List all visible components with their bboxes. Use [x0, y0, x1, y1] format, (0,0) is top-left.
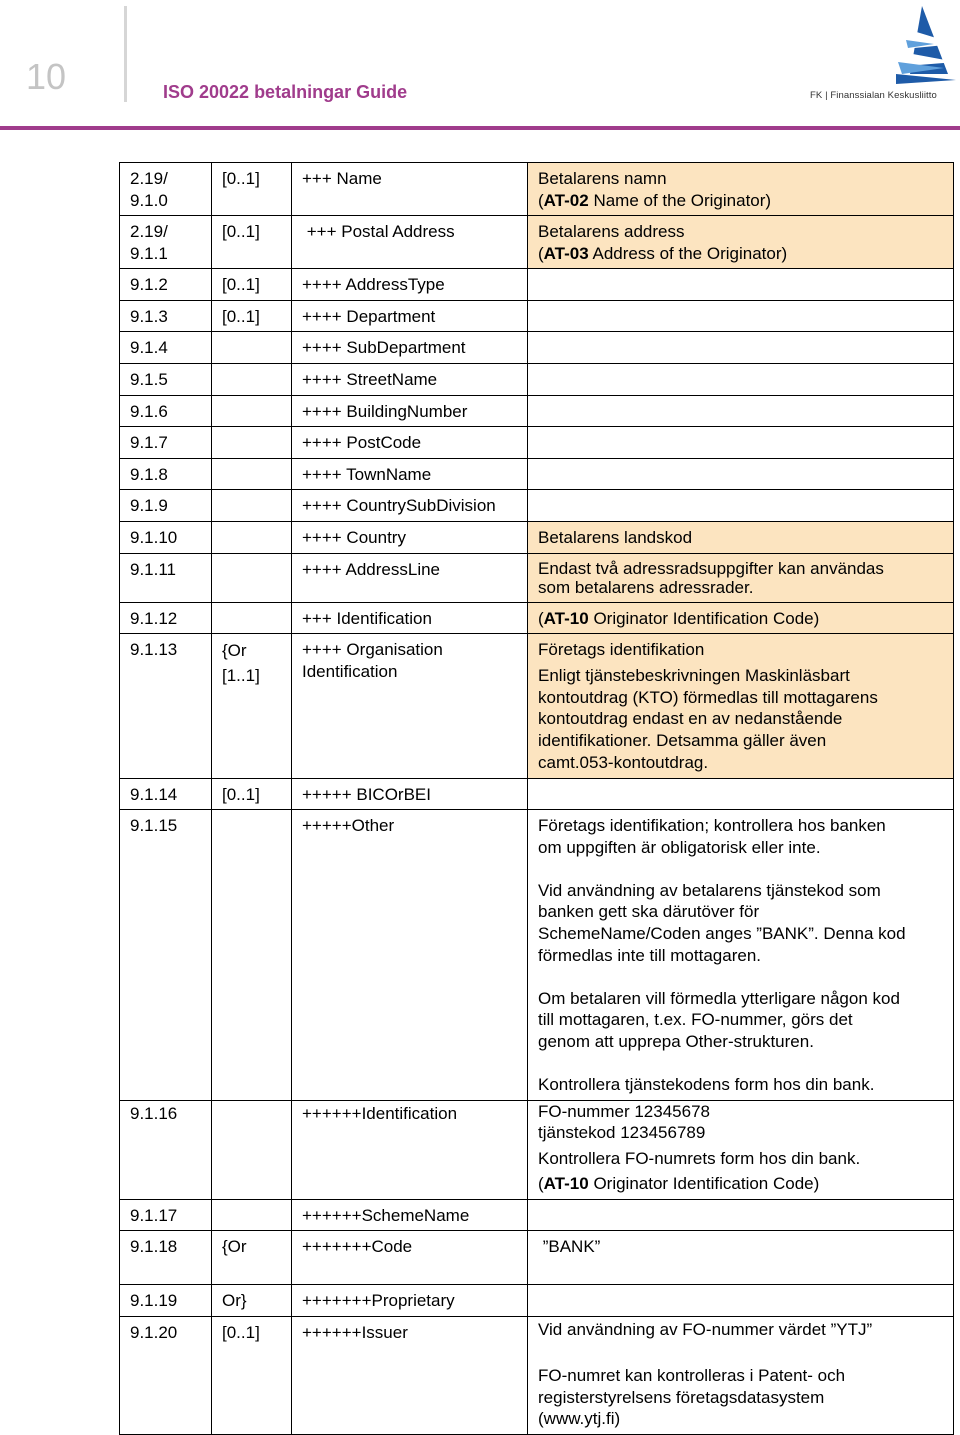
description-text: Företags identifikation; kontrollera hos banken om uppgiften är obligatorisk eller inte. [538, 816, 886, 857]
multiplicity: [0..1] [212, 1317, 292, 1435]
element-name: ++++ SubDepartment [292, 332, 528, 364]
element-id: 9.1.12 [120, 602, 212, 634]
table-row [120, 553, 954, 602]
element-name: ++++ BuildingNumber [292, 395, 528, 427]
multiplicity [212, 810, 292, 1101]
element-id: 9.1.13 [120, 634, 212, 778]
multiplicity [212, 395, 292, 427]
element-id: 2.19/ 9.1.0 [120, 163, 212, 216]
description-ref: (AT-10 Originator Identification Code) [538, 1174, 820, 1194]
description [528, 778, 954, 810]
description-text: Vid användning av FO-nummer värdet ”YTJ” [538, 1320, 873, 1340]
table-row [120, 1199, 954, 1231]
element-id: 9.1.4 [120, 332, 212, 364]
element-id: 9.1.19 [120, 1285, 212, 1317]
element-name: +++ Name [292, 163, 528, 216]
multiplicity [212, 1199, 292, 1231]
element-id: 9.1.3 [120, 300, 212, 332]
element-id: 9.1.18 [120, 1231, 212, 1285]
element-id: 2.19/ 9.1.1 [120, 216, 212, 269]
description: (AT-10 Originator Identification Code) [528, 602, 954, 634]
description-ref: (AT-02 Name of the Originator) [538, 190, 772, 210]
multiplicity [212, 490, 292, 522]
table-row [120, 521, 954, 553]
table-row [120, 602, 954, 634]
table-row [120, 810, 954, 1101]
description [528, 163, 954, 216]
multiplicity [212, 602, 292, 634]
table-row [120, 1100, 954, 1199]
description: Betalarens landskod [528, 521, 954, 553]
multiplicity [212, 332, 292, 364]
table-row [120, 163, 954, 216]
description-text: FO-numret kan kontrolleras i Patent- och registerstyrelsens företagsdatasystem (www.ytj.fi) [538, 1365, 846, 1429]
table-row [120, 300, 954, 332]
ref-text: Name of the Originator) [588, 190, 772, 210]
description-ref: (AT-03 Address of the Originator) [538, 243, 788, 263]
table-row [120, 332, 954, 364]
table-row [120, 427, 954, 459]
description [528, 300, 954, 332]
header-rule [0, 126, 960, 130]
element-id: 9.1.7 [120, 427, 212, 459]
element-name: ++++ StreetName [292, 364, 528, 396]
description-text: Kontrollera tjänstekodens form hos din bank. [538, 1074, 875, 1094]
ref-text: Address of the Originator) [588, 243, 788, 263]
multiplicity: {Or [1..1] [212, 634, 292, 778]
ref-code: AT-02 [543, 190, 589, 210]
element-name: +++++++Code [292, 1231, 528, 1285]
description-text: Kontrollera FO-numrets form hos din bank. [538, 1148, 861, 1168]
multiplicity [212, 364, 292, 396]
table-row [120, 490, 954, 522]
payment-spec-table [119, 162, 954, 1435]
multiplicity: [0..1] [212, 163, 292, 216]
header-divider [124, 6, 127, 102]
element-name: ++++ Organisation Identification [292, 634, 528, 778]
page-header [0, 0, 960, 130]
description [528, 427, 954, 459]
element-name: ++++ CountrySubDivision [292, 490, 528, 522]
element-id: 9.1.5 [120, 364, 212, 396]
table-row [120, 1285, 954, 1317]
description [528, 332, 954, 364]
element-id: 9.1.16 [120, 1100, 212, 1199]
multiplicity: [0..1] [212, 269, 292, 301]
table-row [120, 1231, 954, 1285]
description [528, 269, 954, 301]
element-id: 9.1.11 [120, 553, 212, 602]
element-name: +++++Other [292, 810, 528, 1101]
description-text: Betalarens address [538, 222, 685, 242]
element-id: 9.1.15 [120, 810, 212, 1101]
multiplicity [212, 553, 292, 602]
table-row [120, 778, 954, 810]
description: Endast två adressradsuppgifter kan användas som betalarens adressrader. [528, 553, 954, 602]
ref-code: AT-10 [543, 608, 589, 628]
multiplicity: [0..1] [212, 216, 292, 269]
element-name: ++++ AddressType [292, 269, 528, 301]
multiplicity: {Or [212, 1231, 292, 1285]
table-row [120, 458, 954, 490]
table-row [120, 395, 954, 427]
multiplicity [212, 1100, 292, 1199]
element-name: ++++ Department [292, 300, 528, 332]
table-row [120, 269, 954, 301]
element-name: +++ Identification [292, 602, 528, 634]
table-row [120, 1317, 954, 1435]
fk-logo [810, 4, 956, 104]
ref-code: AT-03 [543, 243, 589, 263]
description [528, 810, 954, 1101]
multiplicity [212, 458, 292, 490]
page-number: 10 [26, 56, 67, 97]
element-name: ++++ Country [292, 521, 528, 553]
ref-text: Originator Identification Code) [588, 1174, 820, 1194]
description-text: Företags identifikation [538, 640, 705, 660]
table-row [120, 634, 954, 778]
element-name: +++ Postal Address [292, 216, 528, 269]
multiplicity [212, 427, 292, 459]
element-name: ++++ AddressLine [292, 553, 528, 602]
table-row [120, 364, 954, 396]
description-text: Enligt tjänstebeskrivningen Maskinläsbart kontoutdrag (KTO) förmedlas till mottagarens kontoutdrag endast en av nedanstående identifikationer. Detsamma gäller även camt.053-kontoutdrag. [538, 665, 878, 772]
multiplicity [212, 521, 292, 553]
description [528, 458, 954, 490]
ref-text: Originator Identification Code) [588, 608, 820, 628]
element-id: 9.1.6 [120, 395, 212, 427]
description [528, 490, 954, 522]
element-id: 9.1.20 [120, 1317, 212, 1435]
description-text: Om betalaren vill förmedla ytterligare någon kod till mottagaren, t.ex. FO-nummer, görs det genom att upprepa Other-strukturen. [538, 988, 900, 1052]
fk-logo-icon [810, 4, 956, 90]
description-text: FO-nummer 12345678 tjänstekod 123456789 [538, 1101, 710, 1143]
element-name: ++++ TownName [292, 458, 528, 490]
element-name: ++++++SchemeName [292, 1199, 528, 1231]
ref-code: AT-10 [543, 1174, 589, 1194]
element-name: ++++++Issuer [292, 1317, 528, 1435]
description [528, 395, 954, 427]
element-id: 9.1.9 [120, 490, 212, 522]
logo-caption: FK | Finanssialan Keskusliitto [810, 90, 937, 101]
description-text: Vid användning av betalarens tjänstekod som banken gett ska därutöver för SchemeName/Coden anges ”BANK”. Denna kod förmedlas inte till mottagaren. [538, 880, 906, 965]
multiplicity: [0..1] [212, 300, 292, 332]
description [528, 364, 954, 396]
element-id: 9.1.2 [120, 269, 212, 301]
multiplicity: [0..1] [212, 778, 292, 810]
description: ”BANK” [528, 1231, 954, 1285]
element-id: 9.1.10 [120, 521, 212, 553]
document-title: ISO 20022 betalningar Guide [163, 82, 408, 102]
multiplicity: Or} [212, 1285, 292, 1317]
element-id: 9.1.14 [120, 778, 212, 810]
element-name: ++++ PostCode [292, 427, 528, 459]
description-text: Betalarens namn [538, 169, 667, 188]
description [528, 1317, 954, 1435]
element-name: +++++++Proprietary [292, 1285, 528, 1317]
description [528, 216, 954, 269]
description [528, 1100, 954, 1199]
element-name: ++++++Identification [292, 1100, 528, 1199]
element-id: 9.1.8 [120, 458, 212, 490]
description [528, 1285, 954, 1317]
element-id: 9.1.17 [120, 1199, 212, 1231]
description [528, 1199, 954, 1231]
element-name: +++++ BICOrBEI [292, 778, 528, 810]
description [528, 634, 954, 778]
table-row [120, 216, 954, 269]
